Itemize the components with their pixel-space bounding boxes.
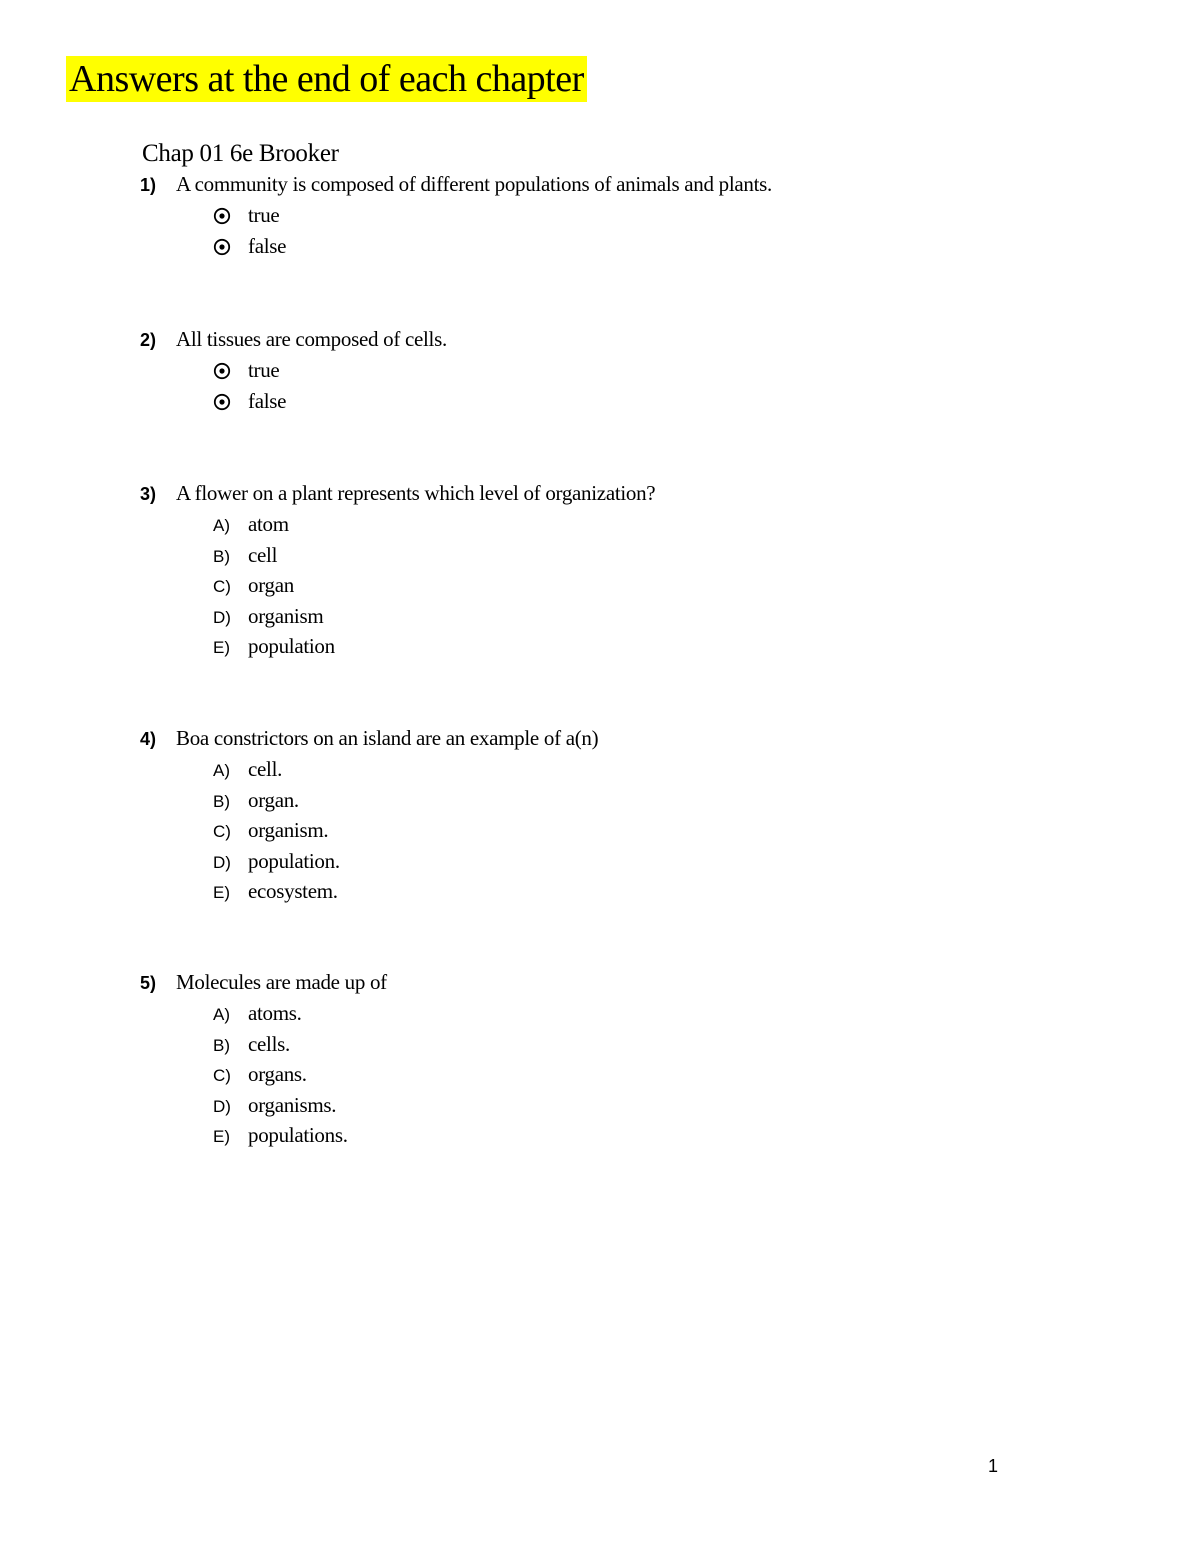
question-2 bbox=[140, 327, 1040, 419]
option-label: A) bbox=[213, 761, 230, 780]
choice-text: true bbox=[248, 203, 280, 227]
option-b[interactable] bbox=[140, 543, 1040, 574]
option-text: populations. bbox=[248, 1123, 348, 1147]
option-label: B) bbox=[213, 546, 230, 566]
choice-text: false bbox=[248, 233, 287, 258]
choice-true[interactable] bbox=[140, 203, 1040, 234]
choice-true[interactable] bbox=[140, 358, 1040, 389]
option-text: population bbox=[248, 634, 335, 658]
option-text: organism. bbox=[248, 818, 329, 842]
question-number: 4) bbox=[140, 729, 157, 749]
option-d[interactable] bbox=[140, 1093, 1040, 1124]
chapter-title: Chap 01 6e Brooker bbox=[142, 140, 339, 167]
option-text: ecosystem. bbox=[248, 879, 338, 903]
option-c[interactable] bbox=[140, 573, 1040, 604]
option-text: organism bbox=[248, 603, 324, 628]
choice-false[interactable] bbox=[140, 234, 1040, 265]
question-3 bbox=[140, 481, 1040, 665]
radio-button-icon[interactable] bbox=[213, 238, 231, 256]
page-number: 1 bbox=[988, 1456, 999, 1476]
page-banner: Answers at the end of each chapter bbox=[66, 56, 587, 102]
option-e[interactable] bbox=[140, 1123, 1040, 1154]
question-1 bbox=[140, 172, 1040, 264]
radio-button-icon[interactable] bbox=[213, 393, 231, 411]
option-e[interactable] bbox=[140, 634, 1040, 665]
option-label: D) bbox=[213, 1096, 231, 1116]
choice-false[interactable] bbox=[140, 389, 1040, 420]
choice-text: false bbox=[248, 388, 287, 413]
option-c[interactable] bbox=[140, 818, 1040, 849]
question-4 bbox=[140, 726, 1040, 910]
option-text: organ. bbox=[248, 787, 299, 812]
question-number: 5) bbox=[140, 973, 157, 993]
question-text: All tissues are composed of cells. bbox=[176, 327, 447, 351]
question-number: 2) bbox=[140, 330, 157, 350]
option-label: C) bbox=[213, 822, 231, 841]
option-label: C) bbox=[213, 1066, 231, 1085]
option-a[interactable] bbox=[140, 1001, 1040, 1032]
question-text: A community is composed of different populations of animals and plants. bbox=[176, 172, 772, 196]
option-e[interactable] bbox=[140, 879, 1040, 910]
question-number: 1) bbox=[140, 175, 157, 195]
option-label: D) bbox=[213, 607, 231, 627]
option-label: D) bbox=[213, 852, 231, 872]
radio-button-icon[interactable] bbox=[213, 362, 231, 380]
option-text: atoms. bbox=[248, 1001, 302, 1025]
option-text: organs. bbox=[248, 1062, 307, 1086]
option-text: cell. bbox=[248, 757, 283, 781]
option-c[interactable] bbox=[140, 1062, 1040, 1093]
option-text: organ bbox=[248, 573, 294, 597]
question-number: 3) bbox=[140, 484, 157, 504]
option-label: B) bbox=[213, 791, 230, 811]
option-label: E) bbox=[213, 883, 230, 902]
option-b[interactable] bbox=[140, 788, 1040, 819]
option-label: B) bbox=[213, 1035, 230, 1055]
option-label: E) bbox=[213, 1127, 230, 1146]
option-b[interactable] bbox=[140, 1032, 1040, 1063]
option-label: E) bbox=[213, 638, 230, 657]
option-d[interactable] bbox=[140, 604, 1040, 635]
option-text: atom bbox=[248, 512, 289, 536]
option-label: A) bbox=[213, 1005, 230, 1024]
option-label: A) bbox=[213, 516, 230, 535]
option-label: C) bbox=[213, 577, 231, 596]
option-a[interactable] bbox=[140, 757, 1040, 788]
question-text: Boa constrictors on an island are an example of a(n) bbox=[176, 726, 599, 750]
question-text: A flower on a plant represents which level of organization? bbox=[176, 481, 656, 505]
option-text: organisms. bbox=[248, 1092, 337, 1117]
option-a[interactable] bbox=[140, 512, 1040, 543]
question-text: Molecules are made up of bbox=[176, 970, 387, 994]
choice-text: true bbox=[248, 358, 280, 382]
option-text: population. bbox=[248, 848, 340, 873]
option-d[interactable] bbox=[140, 849, 1040, 880]
question-5 bbox=[140, 970, 1040, 1154]
option-text: cell bbox=[248, 542, 278, 567]
radio-button-icon[interactable] bbox=[213, 207, 231, 225]
option-text: cells. bbox=[248, 1031, 290, 1056]
